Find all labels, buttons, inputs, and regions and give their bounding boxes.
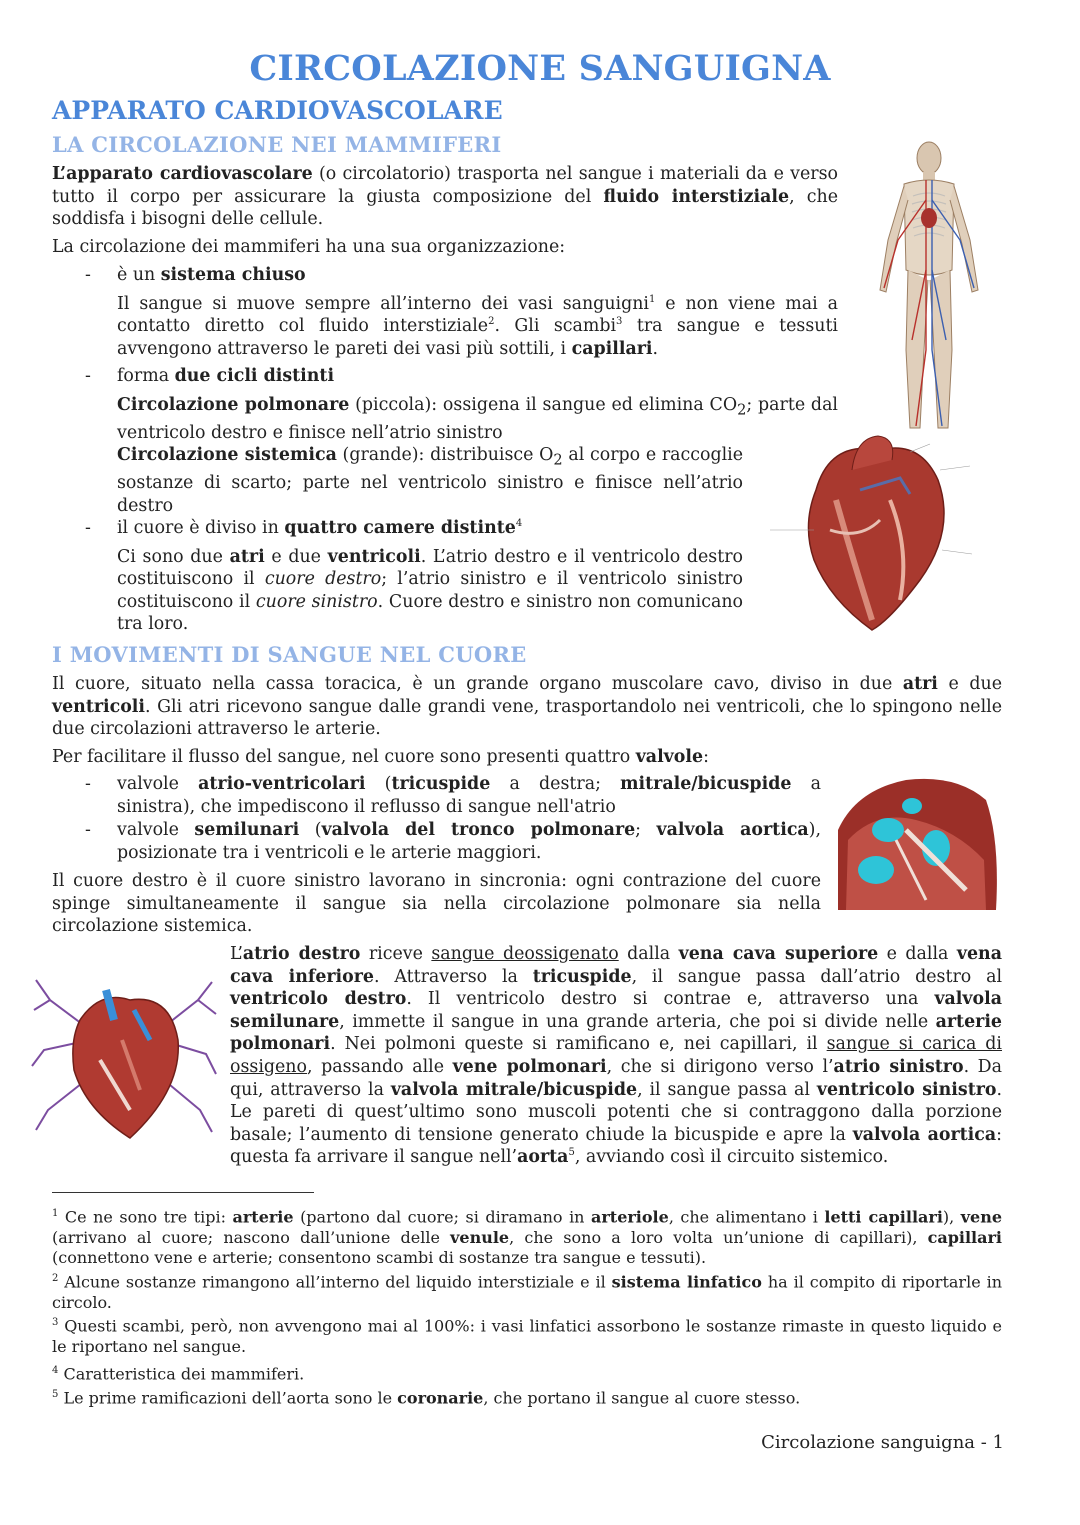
heart-vessels-icon	[30, 970, 218, 1146]
list-item-av-valves: - valvole atrio-ventricolari (tricuspide a destra; mitrale/bicuspide a sinistra), che impediscono il reflusso di sangue nell'atrio	[85, 774, 821, 817]
page-footer: Circolazione sanguigna - 1	[761, 1432, 1004, 1453]
human-circulatory-system-image	[868, 140, 990, 438]
heart-valves-image	[836, 770, 998, 910]
list-item-closed-system: - è un sistema chiuso Il sangue si muove sempre all’interno dei vasi sanguigni$^1$ e non viene mai a contatto diretto col fluido interstiziale$^2$. Gli scambi$^3$ tra sangue e tessuti avvengono attraverso le pareti dei vasi più sottili, i capillari.	[85, 265, 838, 359]
organization-paragraph: La circolazione dei mammiferi ha una sua organizzazione:	[52, 237, 566, 257]
list-item-semilunar-valves: - valvole semilunari (valvola del tronco polmonare; valvola aortica), posizionate tra i ventricoli e le arterie maggiori.	[85, 820, 821, 863]
section-title: APPARATO CARDIOVASCOLARE	[52, 96, 503, 125]
footnote-separator	[52, 1192, 314, 1193]
blood-flow-paragraph: L’atrio destro riceve sangue deossigenato dalla vena cava superiore e dalla vena cava inferiore. Attraverso la tricuspide, il sangue passa dall’atrio destro al ventricolo destro. Il ventricolo destro si contrae e, attraverso una valvola semilunare, immette il sangue in una grande arteria, che poi si divide nelle arterie polmonari. Nei polmoni queste si ramificano e, nei capillari, il sangue si carica di ossigeno, passando alle vene polmonari, che si dirigono verso l’atrio sinistro. Da qui, attraverso la valvola mitrale/bicuspide, il sangue passa al ventricolo sinistro. Le pareti di quest’ultimo sono muscoli potenti che si contraggono dalla porzione basale; l’aumento di tensione generato chiude la bicuspide e apre la valvola aortica: questa fa arrivare il sangue nell’aorta$^5$, avviando così il circuito sistemico.	[230, 944, 1003, 1168]
subsection-title-heart: I MOVIMENTI DI SANGUE NEL CUORE	[52, 642, 527, 667]
list-item-two-cycles: - forma due cicli distinti Circolazione polmonare (piccola): ossigena il sangue ed elimina $CO_2$; parte dal ventricolo destro e finisce nell’atrio sinistro	[85, 366, 838, 443]
heart-paragraph: Il cuore, situato nella cassa toracica, è un grande organo muscolare cavo, diviso in due atri e due ventricoli. Gli atri ricevono sangue dalle grandi vene, trasportandolo nei ventricoli, che lo spingono nelle due circolazioni attraverso le arterie.	[52, 674, 1002, 740]
heart-valves-icon	[836, 770, 998, 910]
page-title: CIRCOLAZIONE SANGUIGNA	[249, 48, 831, 89]
body-figure-icon	[868, 140, 990, 438]
footnote-3: $^3$ Questi scambi, però, non avvengono mai al 100%: i vasi linfatici assorbono le sostanze rimaste in questo liquido e le riportano nel sangue.	[52, 1316, 1002, 1356]
sync-paragraph: Il cuore destro è il cuore sinistro lavorano in sincronia: ogni contrazione del cuore spinge simultaneamente il sangue sia nella circolazione polmonare sia nella circolazione sistemica.	[52, 871, 821, 937]
footnote-1: $^1$ Ce ne sono tre tipi: arterie (partono dal cuore; si diramano in arteriole, che alimentano i letti capillari), vene (arrivano al cuore; nascono dall’unione delle venule, che sono a loro volta un’unione di capillari), capillari (connettono vene e arterie; consentono scambi di sostanze tra sangue e tessuti).	[52, 1207, 1003, 1268]
heart-icon	[760, 430, 992, 635]
intro-paragraph: L’apparato cardiovascolare (o circolatorio) trasporta nel sangue i materiali da e verso tutto il corpo per assicurare la giusta composizione del fluido interstiziale, che soddisfa i bisogni delle cellule.	[52, 164, 839, 230]
footnote-5: $^5$ Le prime ramificazioni dell’aorta sono le coronarie, che portano il sangue al cuore stesso.	[52, 1388, 801, 1408]
valves-intro: Per facilitare il flusso del sangue, nel cuore sono presenti quattro valvole:	[52, 747, 709, 767]
heart-anatomy-image	[760, 430, 992, 635]
footnotes	[52, 1204, 1002, 1409]
heart-vessels-image	[30, 970, 218, 1146]
list-item-four-chambers: - il cuore è diviso in quattro camere distinte$^4$ Ci sono due atri e due ventricoli. L’atrio destro e il ventricolo destro costituiscono il cuore destro; l’atrio sinistro e il ventricolo sinistro costituiscono il cuore sinistro. Cuore destro e sinistro non comunicano tra loro.	[85, 518, 744, 635]
footnote-4: $^4$ Caratteristica dei mammiferi.	[52, 1364, 305, 1384]
footnote-2: $^2$ Alcune sostanze rimangono all’interno del liquido interstiziale e il sistema linfatico ha il compito di riportarle in circolo.	[52, 1272, 1003, 1312]
systemic-circulation-text: Circolazione sistemica (grande): distribuisce $O_2$ al corpo e raccoglie sostanze di scarto; parte nel ventricolo sinistro e finisce nell’atrio destro	[117, 445, 743, 516]
subsection-title-mammals: LA CIRCOLAZIONE NEI MAMMIFERI	[52, 132, 502, 157]
